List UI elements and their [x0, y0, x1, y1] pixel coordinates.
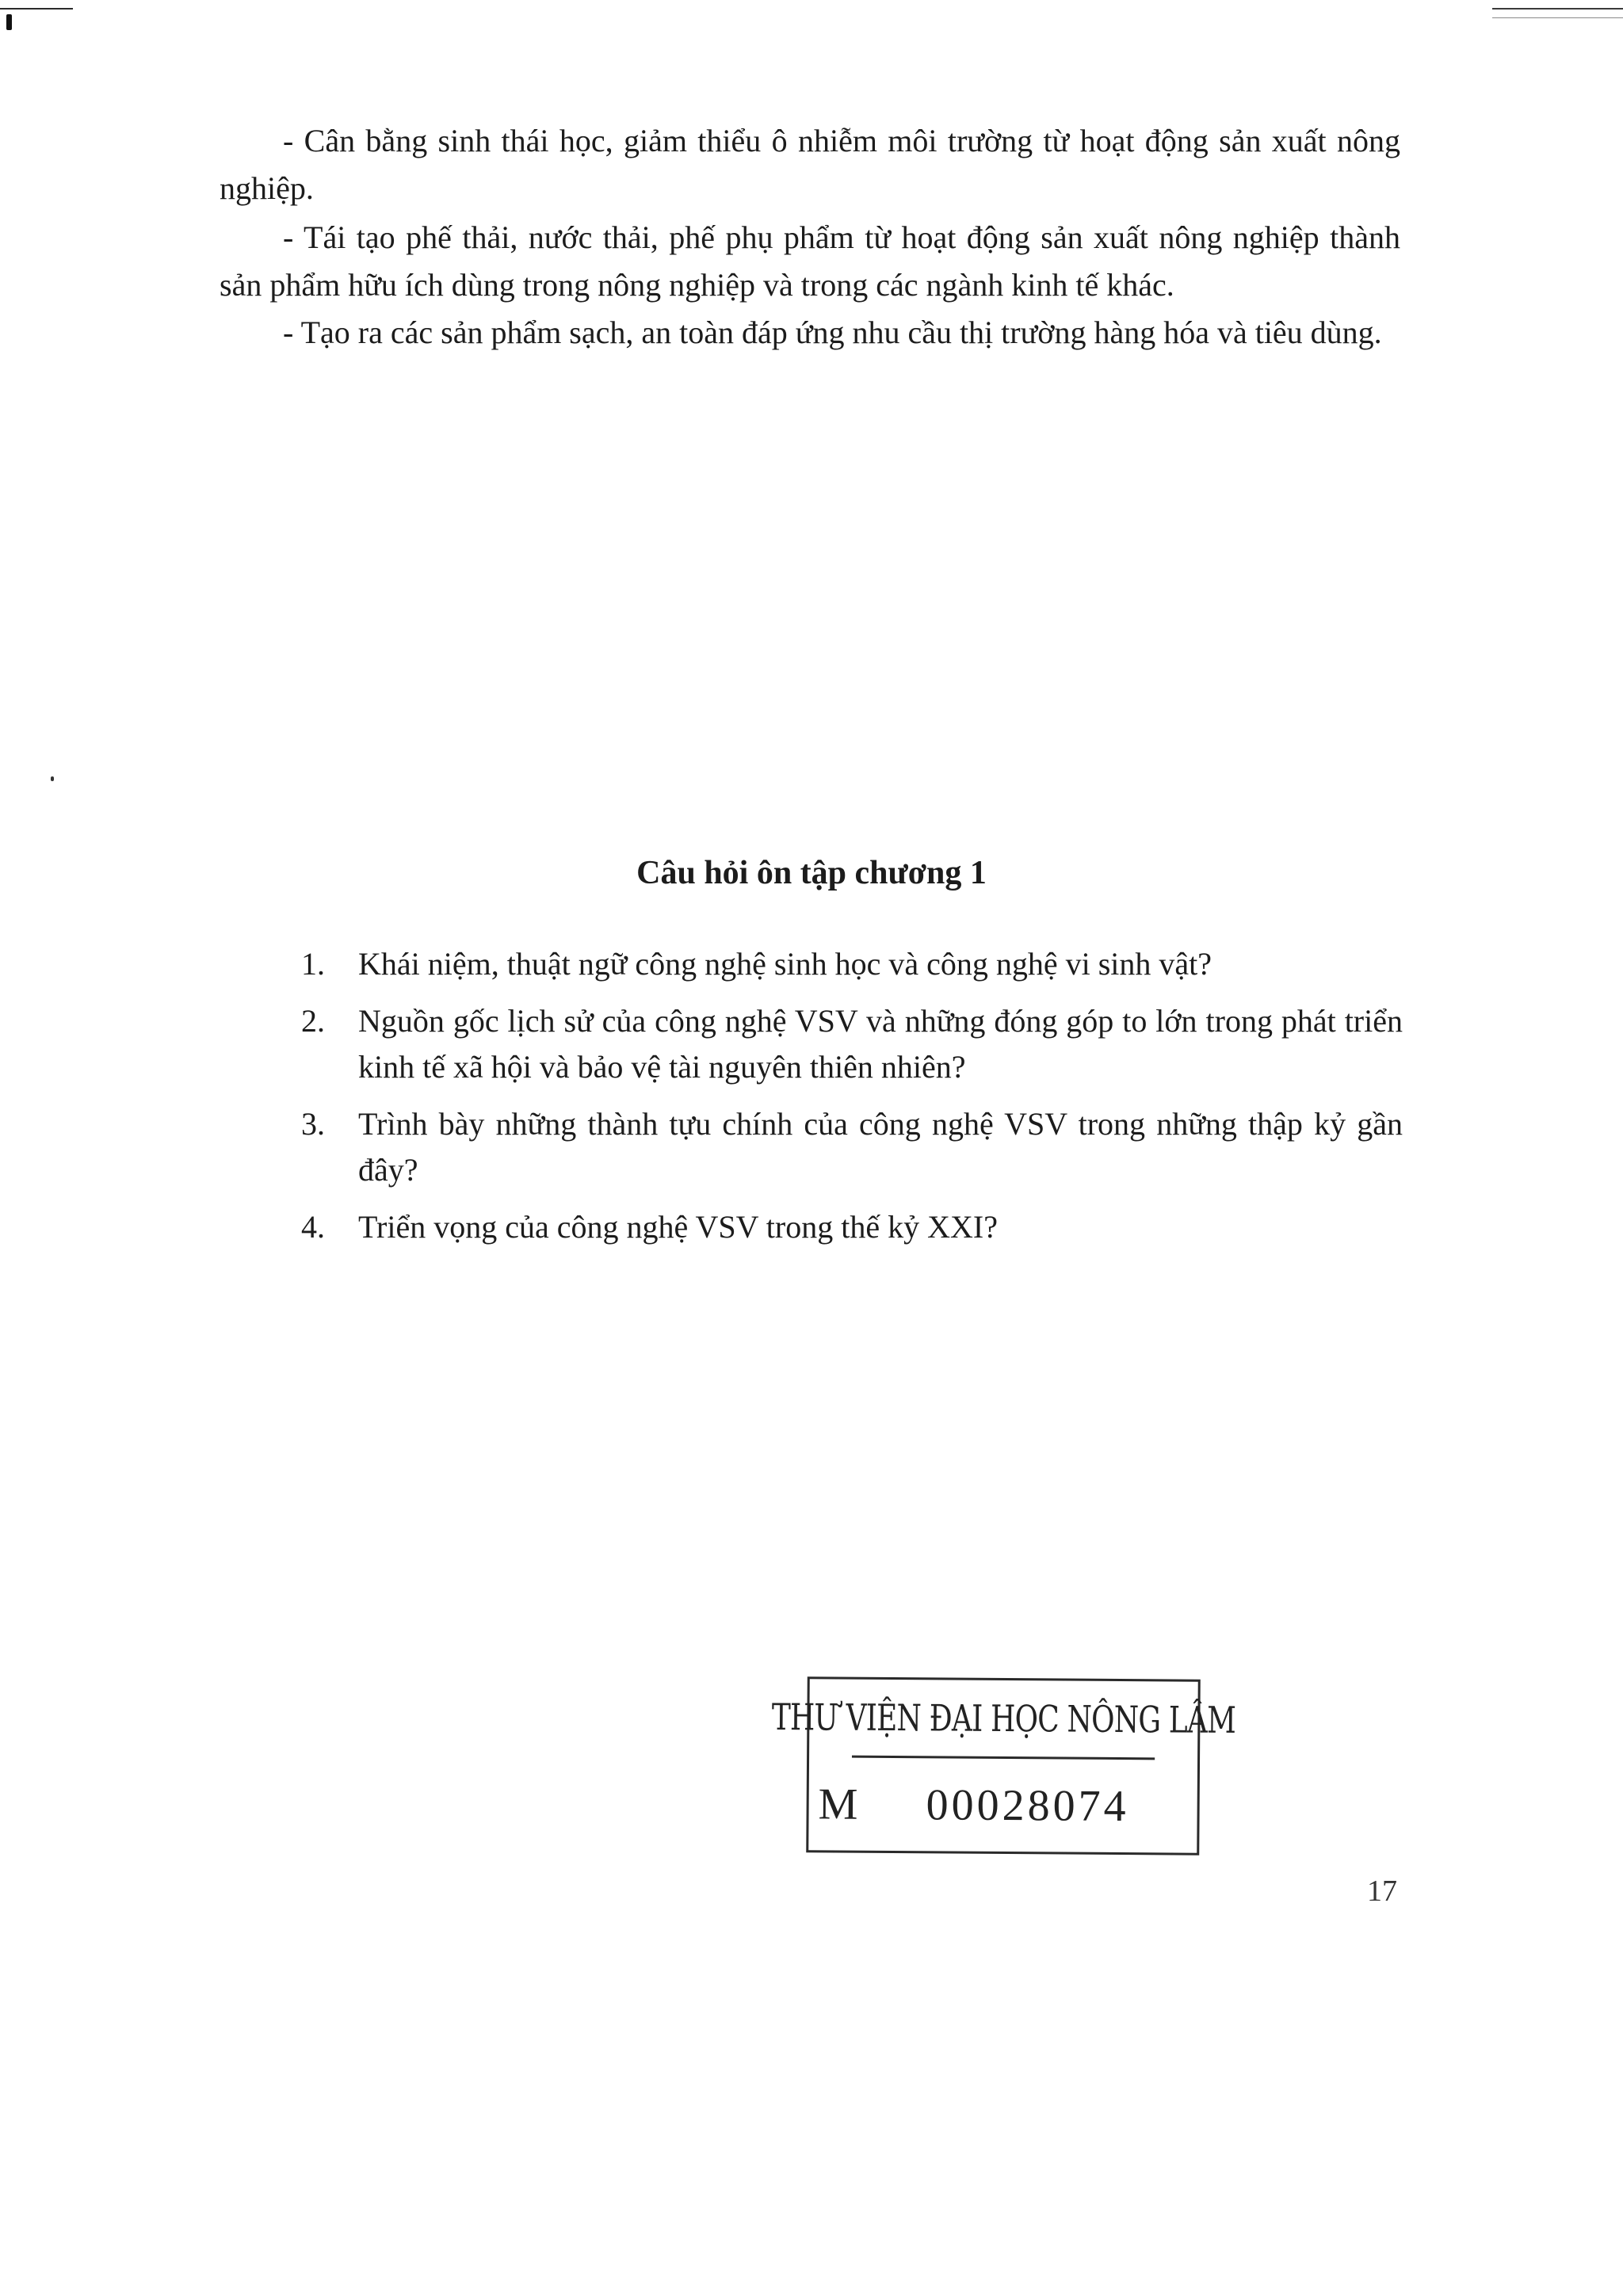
question-item [301, 1101, 1403, 1193]
stamp-accession-number: 00028074 [926, 1780, 1129, 1832]
page-number: 17 [1367, 1875, 1397, 1908]
body-paragraph: - Tạo ra các sản phẩm sạch, an toàn đáp ứng nhu cầu thị trường hàng hóa và tiêu dùng. [283, 315, 1382, 350]
question-text: Triển vọng của công nghệ VSV trong thế kỷ XXI? [358, 1209, 998, 1245]
body-paragraph: - Tái tạo phế thải, nước thải, phế phụ phẩm từ hoạt động sản xuất nông nghiệp thành sản phẩm hữu ích dùng trong nông nghiệp và trong các ngành kinh tế khác. [220, 219, 1400, 303]
question-item [301, 941, 1403, 987]
question-number: 4. [301, 1209, 325, 1245]
question-text: Nguồn gốc lịch sử của công nghệ VSV và những đóng góp to lớn trong phát triển kinh tế xã hội và bảo vệ tài nguyên thiên nhiên? [358, 1003, 1403, 1085]
question-number: 3. [301, 1106, 325, 1142]
question-text: Khái niệm, thuật ngữ công nghệ sinh học và công nghệ vi sinh vật? [358, 946, 1212, 982]
question-number: 2. [301, 1003, 325, 1039]
scan-artifact-speck [51, 776, 54, 781]
question-item [301, 1204, 1403, 1250]
section-heading: Câu hỏi ôn tập chương 1 [636, 855, 987, 891]
stamp-bottom-row [808, 1757, 1197, 1853]
body-paragraph: - Cân bằng sinh thái học, giảm thiểu ô nhiễm môi trường từ hoạt động sản xuất nông nghiệp. [220, 123, 1400, 206]
question-item [301, 998, 1403, 1090]
scan-artifact-mark [6, 14, 12, 30]
question-number: 1. [301, 946, 325, 982]
stamp-code: M [818, 1779, 858, 1829]
scan-artifact-line [0, 8, 73, 10]
stamp-library-name: THƯ VIỆN ĐẠI HỌC NÔNG LÂM [852, 1680, 1155, 1760]
scan-artifact-line [1492, 8, 1623, 10]
review-questions-list [301, 941, 1403, 1261]
library-stamp [771, 1676, 1236, 1855]
question-text: Trình bày những thành tựu chính của công nghệ VSV trong những thập kỷ gần đây? [358, 1106, 1403, 1188]
scan-artifact-line [1492, 17, 1623, 18]
